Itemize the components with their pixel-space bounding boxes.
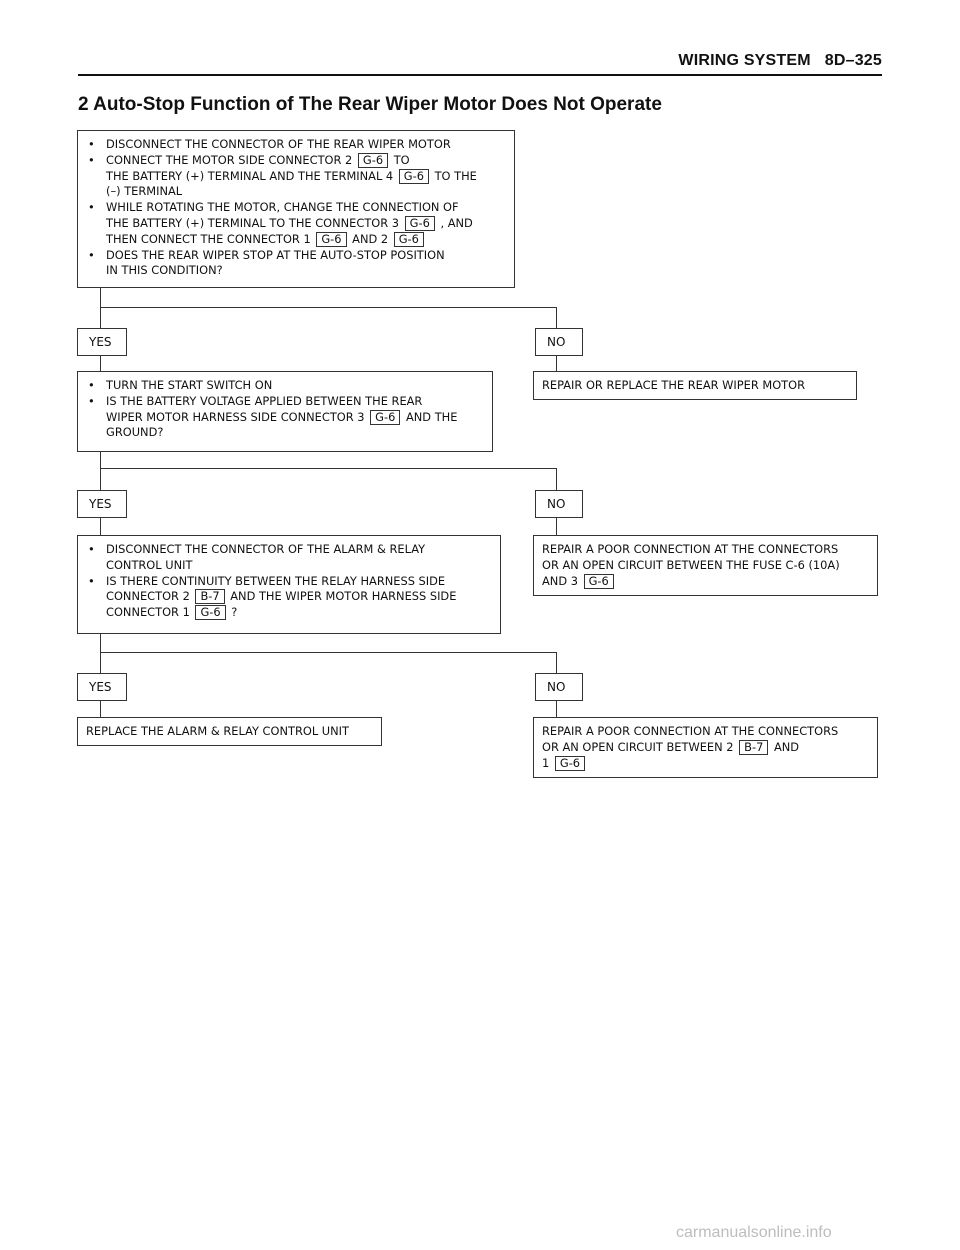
step1-bullet-4: • DOES THE REAR WIPER STOP AT THE AUTO-STOP POSITION IN THIS CONDITION? [80,248,506,280]
page-header [640,52,882,70]
page-number: 8D–325 [824,52,882,69]
step1-bullet-2: • CONNECT THE MOTOR SIDE CONNECTOR 2 G-6 TO THE BATTERY (+) TERMINAL AND THE TERMINAL 4 G-6 TO THE (–) TERMINAL [80,153,506,200]
connector-line [100,518,101,535]
connector-g6: G-6 [405,216,435,231]
connector-line [100,634,101,673]
watermark: carmanualsonline.info [676,1224,832,1241]
result-replace-alarm-relay-unit: REPLACE THE ALARM & RELAY CONTROL UNIT [77,717,382,746]
step3-box [77,535,501,634]
step1-bullet-3: • WHILE ROTATING THE MOTOR, CHANGE THE CONNECTION OF THE BATTERY (+) TERMINAL TO THE CONNECTOR 3 G-6 , AND THEN CONNECT THE CONNECTOR 1 G-6 AND 2 G-6 [80,200,506,247]
connector-line [100,652,557,653]
step1-box [77,130,515,288]
result-repair-relay-circuit: REPAIR A POOR CONNECTION AT THE CONNECTORS OR AN OPEN CIRCUIT BETWEEN 2 B-7 AND 1 G-6 [533,717,878,778]
yes-label: YES [77,673,127,701]
connector-line [100,307,557,308]
connector-g6: G-6 [316,232,346,247]
connector-line [556,468,557,490]
header-rule [78,74,882,76]
connector-g6: G-6 [555,756,585,771]
connector-b7: B-7 [195,589,224,604]
connector-line [556,307,557,328]
connector-line [556,518,557,535]
connector-line [100,288,101,328]
connector-g6: G-6 [394,232,424,247]
connector-line [100,452,101,490]
result-repair-fuse-circuit: REPAIR A POOR CONNECTION AT THE CONNECTORS OR AN OPEN CIRCUIT BETWEEN THE FUSE C-6 (10A) AND 3 G-6 [533,535,878,596]
connector-b7: B-7 [739,740,768,755]
section-name: WIRING SYSTEM [678,52,811,69]
result-repair-wiper-motor: REPAIR OR REPLACE THE REAR WIPER MOTOR [533,371,857,400]
connector-line [100,468,557,469]
no-label: NO [535,673,583,701]
no-label: NO [535,328,583,356]
step2-box [77,371,493,452]
connector-g6: G-6 [358,153,388,168]
connector-line [100,356,101,371]
connector-g6: G-6 [584,574,614,589]
connector-g6: G-6 [399,169,429,184]
yes-label: YES [77,490,127,518]
step1-bullet-1: • DISCONNECT THE CONNECTOR OF THE REAR WIPER MOTOR [80,137,506,153]
step3-bullet-2: • IS THERE CONTINUITY BETWEEN THE RELAY HARNESS SIDE CONNECTOR 2 B-7 AND THE WIPER MOTOR HARNESS SIDE CONNECTOR 1 G-6 ? [80,574,492,621]
page-title: 2 Auto-Stop Function of The Rear Wiper Motor Does Not Operate [78,94,662,115]
connector-line [556,701,557,717]
step2-bullet-1: • TURN THE START SWITCH ON [80,378,484,394]
step3-bullet-1: • DISCONNECT THE CONNECTOR OF THE ALARM & RELAY CONTROL UNIT [80,542,492,574]
yes-label: YES [77,328,127,356]
connector-line [556,356,557,371]
no-label: NO [535,490,583,518]
connector-g6: G-6 [195,605,225,620]
connector-line [100,701,101,717]
step2-bullet-2: • IS THE BATTERY VOLTAGE APPLIED BETWEEN THE REAR WIPER MOTOR HARNESS SIDE CONNECTOR 3 G-6 AND THE GROUND? [80,394,484,441]
connector-line [556,652,557,673]
connector-g6: G-6 [370,410,400,425]
